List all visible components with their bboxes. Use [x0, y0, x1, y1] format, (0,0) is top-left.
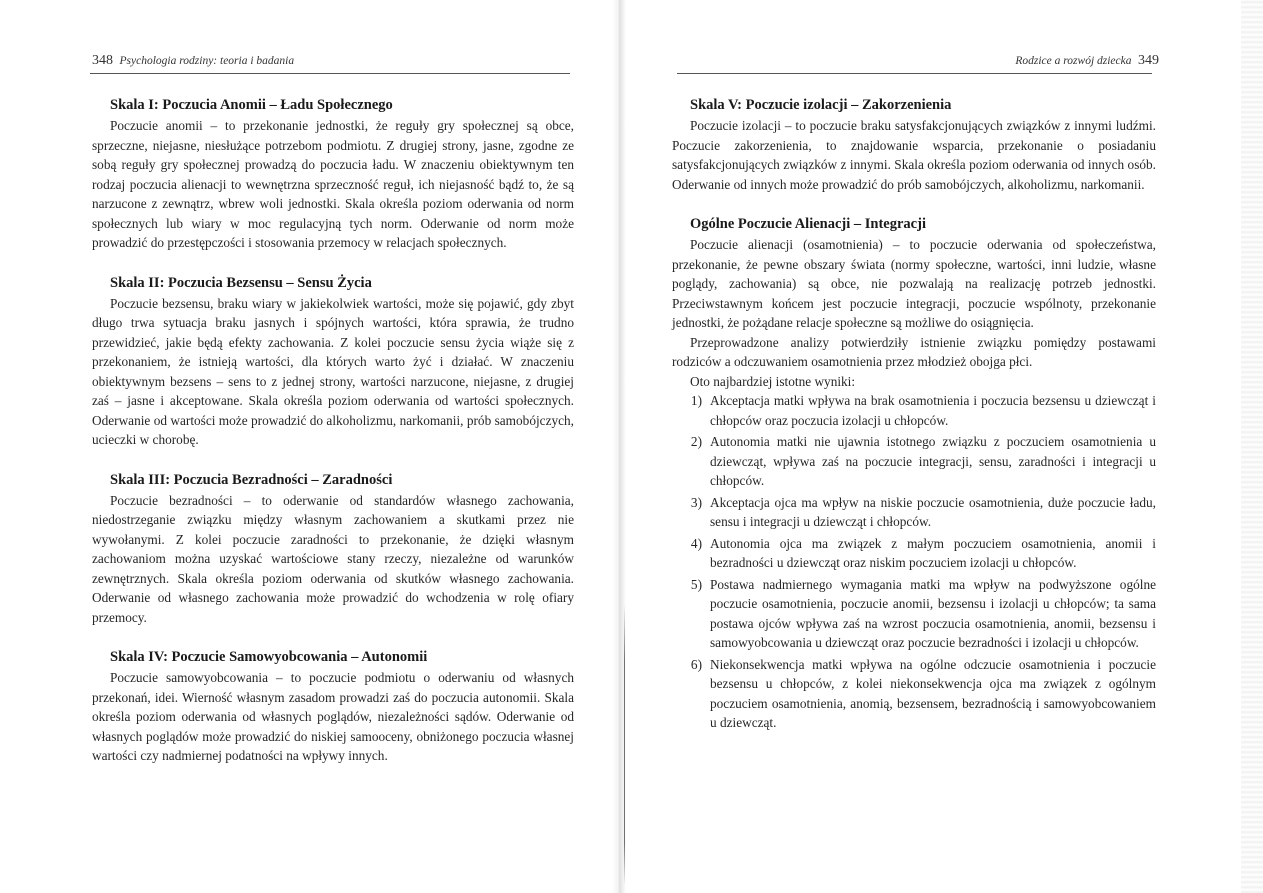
left-header-rule: [90, 73, 570, 74]
section-text: Poczucie anomii – to przekonanie jednostki, że reguły gry społecznej są obce, sprzeczne, niejasne, niesłużące potrzebom podmiotu. Z drugiej strony, jasne, zgodne ze sobą reguły gry społecznej prowadzą do poczucia ładu. W znaczeniu obiektywnym ten rodzaj poczucia alienacji to wewnętrzna sprzeczność reguł, ich niejasność bądź to, że są narzucone z zewnątrz, wbrew woli jednostki. Skala określa poziom oderwania od norm społecznych lub wiary w moc regulacyjną tych norm. Oderwanie od norm może prowadzić do przestępczości i stosowania przemocy w relacjach społecznych.: [92, 118, 574, 250]
scan-edge: [1241, 0, 1263, 893]
list-item: [672, 493, 1156, 532]
right-running-head: [1015, 52, 1159, 69]
section-general-alienation: [672, 214, 1156, 733]
list-item-number: 2): [690, 434, 702, 449]
section-scale-3: [92, 470, 574, 628]
right-header-rule: [677, 73, 1152, 74]
list-item-text: Postawa nadmiernego wymagania matki ma wpływ na podwyższone ogólne poczucie osamotnienia, poczucie anomii, bezsensu i izolacji u chłopców; ta sama postawa ojców wpływa zaś na wzrost poczucia osamotnienia, anomii, bezsensu i samowyobcowania u dziewcząt oraz poczucie bezradności i izolacji u chłopców.: [710, 576, 1156, 650]
section-heading: Skala III: Poczucia Bezradności – Zaradności: [110, 471, 393, 488]
section-text: Poczucie izolacji – to poczucie braku satysfakcjonujących związków z innymi ludźmi. Poczucie zakorzenienia, to znajdowanie wsparcia, przekonanie o posiadaniu satysfakcjonujących związków z innymi. Skala określa poziom oderwania od innych osób. Oderwanie od innych może prowadzić do prób samobójczych, alkoholizmu, narkomanii.: [672, 118, 1156, 192]
right-page-number: 349: [1138, 53, 1159, 68]
section-heading: Skala IV: Poczucie Samowyobcowania – Autonomii: [110, 649, 428, 665]
section-text: Poczucie samowyobcowania – to poczucie podmiotu o oderwaniu od własnych przekonań, idei. Wierność własnym zasadom prowadzi zaś do poczucia autonomii. Skala określa poziom oderwania od własnych poglądów, niezależności sądów. Oderwanie od własnych poglądów może prowadzić do niskiej samooceny, obniżonego poczucia własnej wartości czy nadmiernej podatności na wpływy innych.: [92, 670, 574, 763]
list-item-number: 6): [690, 656, 702, 672]
analysis-paragraph: Przeprowadzone analizy potwierdziły istnienie związku pomiędzy postawami rodziców a odczuwaniem osamotnienia przez młodzież obojga płci.: [672, 334, 1156, 369]
left-page-content: [92, 95, 574, 786]
list-item-text: Akceptacja matki wpływa na brak osamotnienia i poczucia bezsensu u dziewcząt i chłopców oraz poczucia izolacji u chłopców.: [710, 393, 1156, 428]
section-scale-2: [92, 273, 574, 450]
section-heading: Skala I: Poczucia Anomii – Ładu Społecznego: [110, 97, 393, 113]
section-text: Poczucie bezsensu, braku wiary w jakiekolwiek wartości, może się pojawić, gdy zbyt długo trwa sytuacja braku jasnych i spójnych wartości, która sprawia, że trudno przewidzieć, jakie będą efekty zachowania. Z kolei poczucie sensu życia wiąże się z przekonaniem, że istnieją wartości, dla których warto żyć i działać. W znaczeniu obiektywnym bezsens – sens to z jednej strony, wartości narzucone, niejasne, z drugiej zaś – jasne i akceptowane. Skala określa poziom oderwania od wartości społecznych. Oderwanie od wartości może prowadzić do alkoholizmu, narkomanii, prób samobójczych, ucieczki w chorobę.: [92, 295, 574, 447]
section-scale-5: [672, 95, 1156, 194]
left-running-title: Psychologia rodziny: teoria i badania: [119, 55, 295, 67]
section-scale-4: [92, 647, 574, 766]
list-item-text: Autonomia ojca ma związek z małym poczuciem osamotnienia, anomii i bezradności u dziewcząt oraz niskim poczuciem izolacji u chłopców.: [710, 535, 1156, 570]
right-page-content: [672, 95, 1156, 735]
left-page: [0, 0, 620, 893]
section-heading: Skala V: Poczucie izolacji – Zakorzenienia: [690, 97, 952, 113]
list-item: [672, 391, 1156, 430]
list-item: [672, 575, 1156, 653]
right-running-title: Rodzice a rozwój dziecka: [1015, 55, 1132, 67]
list-item-text: Autonomia matki nie ujawnia istotnego związku z poczuciem osamotnienia u dziewcząt, wpływa zaś na poczucie integracji, sensu, zaradności i integracji u chłopców.: [710, 434, 1156, 488]
section-text: Poczucie alienacji (osamotnienia) – to poczucie oderwania od społeczeństwa, przekonanie, że pewne obszary świata (normy społeczne, wartości, inni ludzie, własne poglądy, zachowania) są obce, nie pozwalają na realizację potrzeb jednostki. Przeciwstawnym końcem jest poczucie integracji, poczucie wspólnoty, przekonanie jednostki, że pożądane relacje społeczne są możliwe do osiągnięcia.: [672, 237, 1156, 330]
list-item-number: 1): [690, 393, 702, 408]
section-scale-1: [92, 95, 574, 253]
results-list: [672, 391, 1156, 733]
list-item-number: 4): [690, 535, 702, 551]
list-item-number: 5): [690, 576, 702, 592]
list-item: [672, 534, 1156, 573]
section-text: Poczucie bezradności – to oderwanie od standardów własnego zachowania, niedostrzeganie związku między własnym zachowaniem a skutkami przez nie wywołanymi. Z kolei poczucie zaradności to przekonanie, że dzięki własnym zachowaniom można uzyskać wartościowe stany rzeczy, niezależne od warunków zewnętrznych. Skala określa poziom oderwania od skutków własnego zachowania. Oderwanie od własnego zachowania może prowadzić do wchodzenia w rolę ofiary przemocy.: [92, 492, 574, 625]
right-page: [620, 0, 1263, 893]
list-item: [672, 655, 1156, 733]
left-page-number: 348: [92, 53, 113, 68]
left-running-head: [92, 52, 294, 69]
list-item-text: Niekonsekwencja matki wpływa na ogólne odczucie osamotnienia i poczucie bezsensu u chłopców, z kolei niekonsekwencja ojca ma związek z ogólnym poczuciem osamotnienia, anomią, bezsensem, bezradnością i samowyobcowaniem u dziewcząt.: [710, 656, 1156, 730]
section-heading: Skala II: Poczucia Bezsensu – Sensu Życia: [110, 274, 372, 291]
list-item-number: 3): [690, 494, 702, 510]
section-heading: Ogólne Poczucie Alienacji – Integracji: [690, 216, 926, 232]
results-intro: Oto najbardziej istotne wyniki:: [690, 373, 856, 389]
list-item: [672, 432, 1156, 491]
list-item-text: Akceptacja ojca ma wpływ na niskie poczucie osamotnienia, duże poczucie ładu, sensu i integracji u dziewcząt i chłopców.: [710, 494, 1156, 529]
